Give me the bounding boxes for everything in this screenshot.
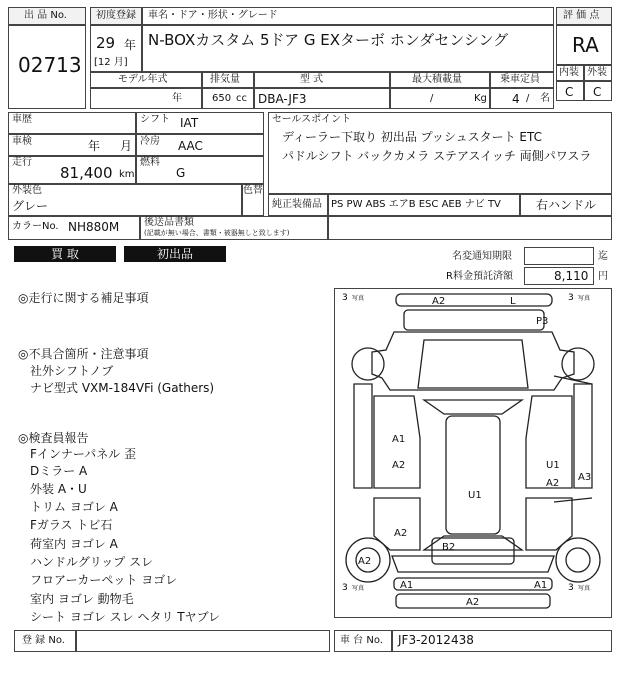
mark-bottom-a2: A2 — [466, 597, 480, 608]
model-name: N-BOXカスタム 5ドア G EXターボ ホンダセンシング — [148, 31, 509, 49]
displacement-value: 650 — [212, 93, 232, 104]
inspector-line: フロアーカーペット ヨゴレ — [30, 573, 178, 587]
type-label: 型 式 — [300, 74, 324, 85]
recycle-value: 8,110 — [554, 269, 589, 283]
defect-line: ナビ型式 VXM-184VFi (Gathers) — [30, 381, 215, 395]
mark-top-l: L — [510, 296, 516, 307]
rating-value: RA — [572, 33, 599, 57]
color-label: 外装色 — [12, 185, 42, 196]
corner-label-bl: 3 — [342, 583, 348, 593]
exterior-grade: C — [593, 85, 602, 99]
inspector-line: Fインナーパネル 歪 — [30, 447, 137, 461]
inspector-line: トリム ヨゴレ A — [30, 500, 118, 514]
deadline-label: 名変通知期限 — [452, 251, 512, 262]
defect-line: 社外シフトノブ — [30, 364, 114, 378]
recycle-label: R料金預託済額 — [446, 271, 513, 282]
exterior-label: 外装 — [587, 67, 607, 78]
ac-label: 冷房 — [140, 136, 160, 147]
mileage-value: 81,400 — [60, 164, 113, 182]
capacity-slash: / — [526, 93, 530, 104]
rating-label: 評 価 点 — [563, 10, 600, 21]
inspector-line: 室内 ヨゴレ 動物毛 — [30, 592, 134, 606]
fuel-value: G — [176, 166, 186, 180]
reg-box — [76, 630, 330, 652]
corner-label-br: 3 — [568, 583, 574, 593]
mark-left-a1: A1 — [392, 434, 406, 445]
mark-right-a3: A3 — [578, 472, 592, 483]
first-listing-badge: 初出品 — [124, 246, 226, 262]
mark-b2: B2 — [442, 542, 456, 553]
inspection-label: 車検 — [12, 136, 32, 147]
handle-value: 右ハンドル — [536, 198, 597, 212]
mark-roof-u1: U1 — [468, 490, 482, 501]
color-value: グレー — [12, 199, 49, 213]
model-year-unit: 年 — [172, 93, 182, 104]
reg-label: 登 録 No. — [22, 635, 65, 646]
chassis-label: 車 台 No. — [340, 635, 383, 646]
inspector-line: 荷室内 ヨゴレ A — [30, 537, 118, 551]
model-year-label: モデル年式 — [118, 74, 168, 85]
mark-bottom-a1-right: A1 — [534, 580, 548, 591]
capacity-label: 乗車定員 — [500, 74, 540, 85]
mileage-unit: km — [119, 169, 135, 180]
fuel-label: 燃料 — [140, 157, 160, 168]
corner-sub-bl: 写真 — [352, 585, 365, 592]
interior-label: 内装 — [559, 67, 579, 78]
max-load-slash: / — [430, 93, 434, 104]
first-reg-year: 29 — [96, 34, 116, 52]
sales-point-label: セールスポイント — [272, 114, 352, 125]
defects-title: ◎不具合箇所・注意事項 — [18, 347, 149, 361]
sales-point-line2: パドルシフト バックカメラ ステアスイッチ 両側パワスラ — [282, 149, 592, 163]
mark-top-a2: A2 — [432, 296, 446, 307]
type-value: DBA-JF3 — [258, 92, 307, 106]
chassis-value: JF3-2012438 — [398, 633, 474, 647]
interior-grade: C — [565, 85, 574, 99]
corner-sub-br: 写真 — [578, 585, 591, 592]
lot-label: 出 品 No. — [24, 10, 67, 21]
inspection-year-unit: 年 — [88, 139, 101, 153]
mileage-label: 走行 — [12, 157, 32, 168]
max-load-label: 最大積載量 — [412, 74, 462, 85]
capacity-unit: 名 — [540, 93, 550, 104]
buy-badge: 買 取 — [14, 246, 116, 262]
first-reg-month: [12 月] — [94, 57, 128, 68]
mark-bottom-a1-left: A1 — [400, 580, 414, 591]
deadline-box — [524, 247, 594, 265]
lot-number: 02713 — [18, 53, 82, 77]
mark-p3: P3 — [536, 316, 549, 327]
sales-point-line1: ディーラー下取り 初出品 プッシュスタート ETC — [282, 130, 542, 144]
vehicle-damage-diagram — [334, 288, 612, 618]
shift-value: IAT — [180, 116, 199, 130]
equipment-label: 純正装備品 — [272, 199, 322, 210]
mark-right-a2: A2 — [546, 478, 560, 489]
color-no-label: カラーNo. — [12, 221, 59, 232]
supplement-title: ◎走行に関する補足事項 — [18, 291, 149, 305]
first-reg-year-unit: 年 — [124, 38, 137, 52]
equipment-value: PS PW ABS エアB ESC AEB ナビ TV — [331, 199, 501, 210]
deadline-unit: 迄 — [598, 251, 608, 262]
color-no-value: NH880M — [68, 220, 120, 234]
mark-right-u1: U1 — [546, 460, 560, 471]
inspection-month-unit: 月 — [120, 139, 133, 153]
corner-sub-tr: 写真 — [578, 295, 591, 302]
recycle-unit: 円 — [598, 271, 608, 282]
inspector-line: ハンドルグリップ スレ — [30, 555, 154, 569]
corner-label-tl: 3 — [342, 293, 348, 303]
shift-label: シフト — [140, 114, 170, 125]
first-reg-label: 初度登録 — [96, 10, 136, 21]
history-label: 車歴 — [12, 114, 32, 125]
ac-value: AAC — [178, 139, 203, 153]
inspector-line: シート ヨゴレ スレ ヘタリ Tヤブレ — [30, 610, 221, 624]
inspector-line: 外装 A・U — [30, 482, 87, 496]
aftermarket-note: (記載が無い場合、書類・被器無しと致します) — [144, 229, 290, 237]
model-year-box — [90, 88, 202, 109]
mark-wheel-a2: A2 — [358, 556, 372, 567]
inspector-title: ◎検査員報告 — [18, 431, 89, 445]
color-change-label: 色替 — [243, 185, 263, 196]
displacement-unit: cc — [236, 93, 247, 104]
model-label: 車名・ドア・形状・グレード — [148, 10, 278, 21]
mark-rear-a2: A2 — [394, 528, 408, 539]
mark-left-a2: A2 — [392, 460, 406, 471]
displacement-label: 排気量 — [210, 74, 240, 85]
max-load-unit: Kg — [474, 93, 487, 104]
corner-label-tr: 3 — [568, 293, 574, 303]
capacity-value: 4 — [512, 92, 520, 106]
aftermarket-label: 後送品書類 — [144, 217, 194, 228]
inspector-line: Dミラー A — [30, 464, 88, 478]
inspector-line: Fガラス トビ石 — [30, 518, 113, 532]
extra-box — [328, 216, 612, 240]
corner-sub-tl: 写真 — [352, 295, 365, 302]
